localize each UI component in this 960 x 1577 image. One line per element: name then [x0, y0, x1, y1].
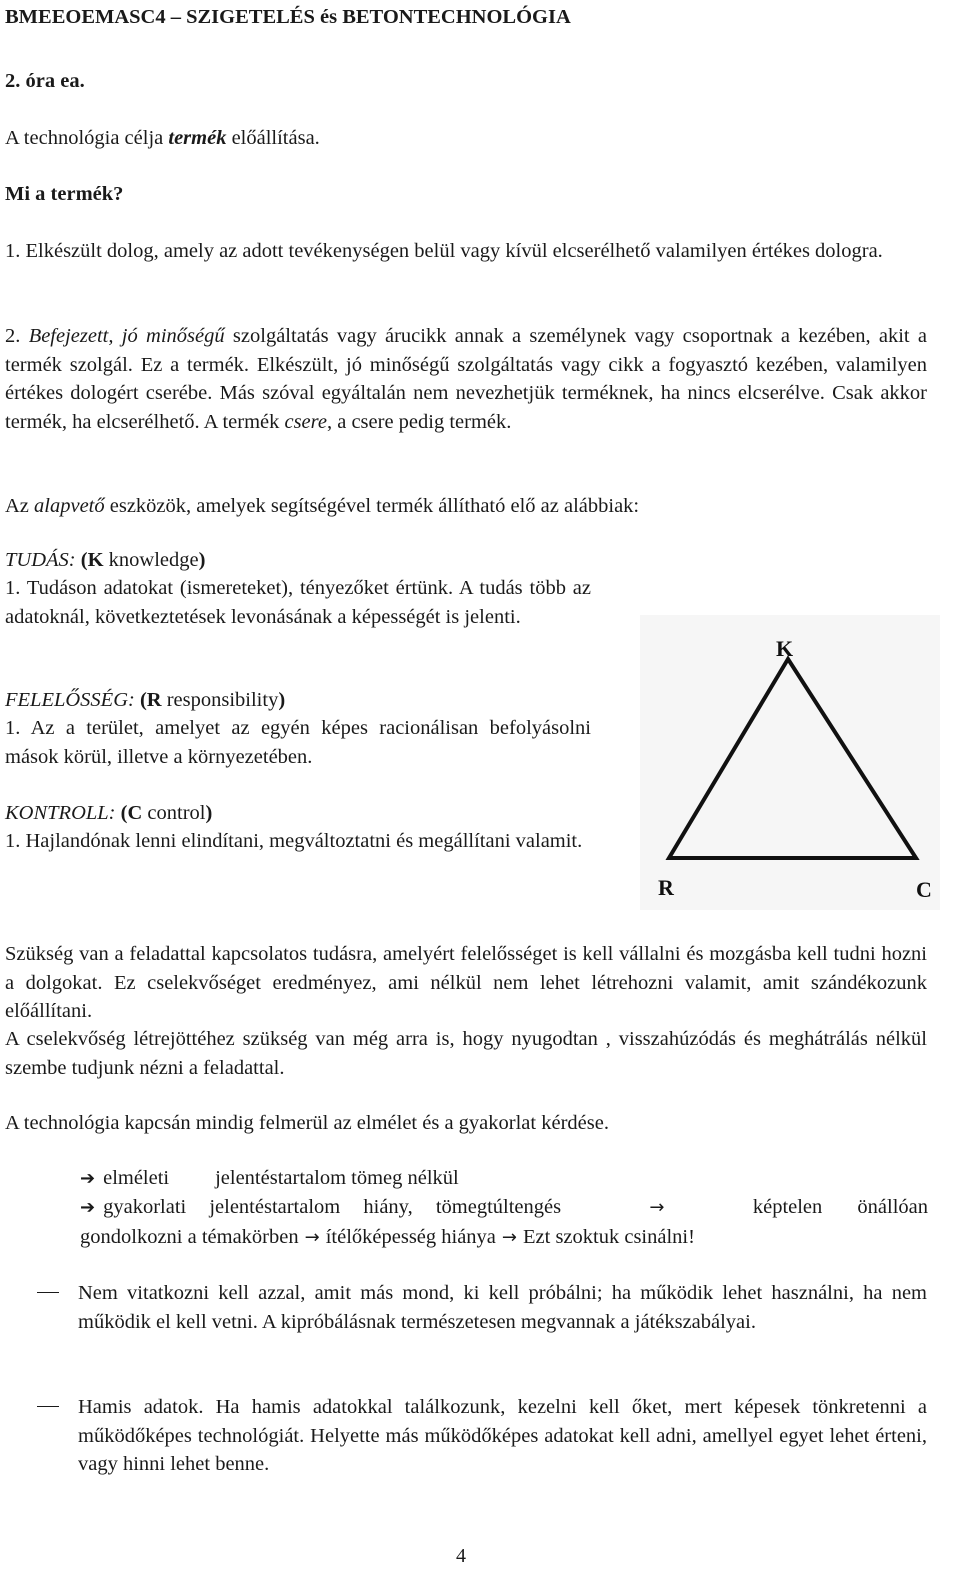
small-arrow-icon: →: [304, 1226, 320, 1248]
page-number: 4: [456, 1545, 466, 1567]
section-heading-control: [5, 799, 212, 828]
intro-emphasis: termék: [168, 127, 227, 149]
definition-2: [5, 322, 927, 436]
paren-close: ): [278, 689, 286, 711]
right-arrow-icon: ➔: [80, 1197, 96, 1218]
responsibility-letter: R: [146, 689, 162, 711]
control-letter: C: [127, 802, 143, 824]
responsibility-text: 1. Az a terület, amelyet az egyén képes racionálisan befolyásolni mások körül, illetve a környezetében.: [5, 717, 591, 768]
question-heading: Mi a termék?: [5, 183, 124, 205]
arrow-item-practice: [80, 1193, 928, 1252]
knowledge-word: knowledge: [103, 549, 199, 571]
intro-sentence: [5, 124, 320, 153]
triangle-label-left: R: [658, 875, 674, 900]
paragraph-need: Szükség van a feladattal kapcsolatos tudásra, amelyért felelősséget is kell vállalni és mozgásba kell tudni hozni a dolgokat. Ez cselekvőséget eredményez, ami nélkül nem lehet létrehozni valamit, amit szándékozunk előállítani.: [5, 943, 927, 1022]
paragraph-action: A cselekvőség létrejöttéhez szükség van még arra is, hogy nyugodtan , visszahúzódás és meghátrálás nélkül szembe tudjunk nézni a feladattal.: [5, 1028, 927, 1079]
practice-line2b: ítélőképesség hiánya: [325, 1225, 496, 1248]
right-arrow-icon: ➔: [80, 1168, 96, 1189]
responsibility-word: responsibility: [161, 689, 279, 711]
def2-text-2: , a csere pedig termék.: [326, 410, 512, 433]
theory-rest: jelentéstartalom tömeg nélkül: [215, 1167, 459, 1189]
paren-open: (: [115, 802, 128, 824]
knowledge-letter: K: [87, 549, 104, 571]
dash-bullet-icon: [37, 1406, 59, 1407]
section-heading-responsibility: [5, 686, 285, 715]
intro-post: előállítása.: [226, 127, 320, 149]
practice-line1: gyakorlati jelentéstartalom hiány, tömegtúltengés: [103, 1196, 562, 1218]
tools-emphasis: alapvető: [34, 495, 105, 517]
practice-line2a: gondolkozni a témakörben: [80, 1225, 299, 1248]
practice-line2c: Ezt szoktuk csinálni!: [523, 1225, 695, 1248]
krc-triangle-figure: [640, 615, 940, 910]
small-arrow-icon: →: [649, 1197, 665, 1218]
knowledge-text: 1. Tudáson adatokat (ismereteket), tényezőket értünk. A tudás több az adatoknál, következtetések levonásának a képességét is jelenti.: [5, 577, 591, 628]
triangle-icon: [640, 615, 940, 910]
tools-sentence: [5, 492, 927, 521]
tools-post: eszközök, amelyek segítségével termék állítható elő az alábbiak:: [104, 495, 640, 517]
responsibility-title: FELELŐSSÉG:: [5, 689, 135, 711]
paren-close: ): [198, 549, 206, 571]
dash-item-2: Hamis adatok. Ha hamis adatokkal találkozunk, kezelni kell őket, mert képesek tönkretenni a működőképes technológiát. Helyette más működőképes adatokat kell adni, amellyel egyet lehet érteni, vagy hinni lehet benne.: [78, 1396, 927, 1475]
control-title: KONTROLL:: [5, 802, 116, 824]
control-text: 1. Hajlandónak lenni elindítani, megváltoztatni és megállítani valamit.: [5, 830, 583, 852]
definition-1: 1. Elkészült dolog, amely az adott tevékenységen belül vagy kívül elcserélhető valamilyen értékes dologra.: [5, 240, 883, 262]
def2-emphasis: Befejezett, jó minőségű: [28, 325, 225, 347]
def2-number: 2.: [5, 325, 29, 347]
knowledge-title: TUDÁS:: [5, 549, 76, 571]
dash-item-1: Nem vitatkozni kell azzal, amit más mond, ki kell próbálni; ha működik lehet használni, ha nem működik el kell vetni. A kipróbálásnak természetesen megvannak a játékszabályai.: [78, 1282, 927, 1333]
def2-emphasis-2: csere: [284, 410, 327, 433]
section-heading-knowledge: [5, 546, 205, 575]
lecture-label: 2. óra ea.: [5, 70, 85, 92]
triangle-label-right: C: [916, 877, 932, 902]
triangle-label-top: K: [776, 636, 794, 661]
control-word: control: [142, 802, 206, 824]
dash-bullet-icon: [37, 1292, 59, 1293]
tools-pre: Az: [5, 495, 35, 517]
practice-cont: képtelen önállóan: [752, 1196, 928, 1218]
arrow-item-theory: [80, 1164, 928, 1194]
theory-word: elméleti: [103, 1167, 170, 1189]
def2-text: szolgáltatás vagy árucikk annak a személynek vagy csoportnak a kezében, akit a termék szolgál. Ez a termék. Elkészült, jó minőségű szolgáltatás vagy cikk a fogyasztó kezében, valamilyen értékes dologért cserébe. Más szóval egyáltalán nem nevezhetjük terméknek, ha nincs elcserélve. Csak akkor termék, ha elcserélhető. A termék: [5, 325, 928, 433]
course-header: BMEEOEMASC4 – SZIGETELÉS és BETONTECHNOLÓGIA: [5, 6, 571, 28]
paren-close: ): [205, 802, 213, 824]
paren-open: (: [75, 549, 88, 571]
paragraph-technology: A technológia kapcsán mindig felmerül az elmélet és a gyakorlat kérdése.: [5, 1112, 609, 1134]
paren-open: (: [134, 689, 147, 711]
small-arrow-icon: →: [501, 1226, 518, 1248]
intro-pre: A technológia célja: [5, 127, 169, 149]
